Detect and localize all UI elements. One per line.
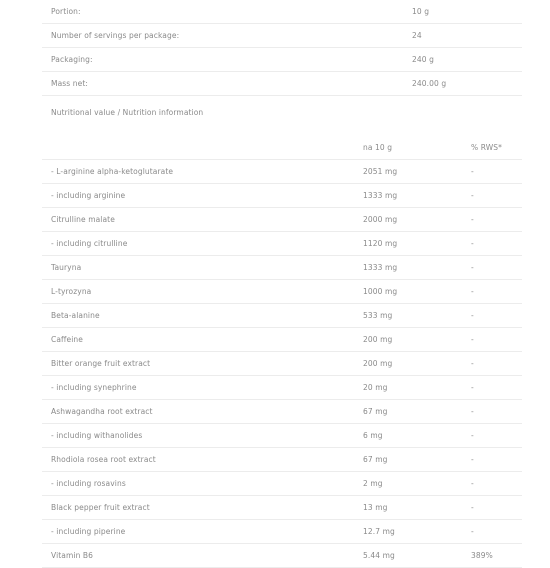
ingredient-rws: - (471, 167, 474, 176)
ingredient-rws: - (471, 335, 474, 344)
ingredient-amount: 12.7 mg (363, 527, 395, 536)
ingredient-rws: - (471, 359, 474, 368)
info-row-packaging (42, 48, 522, 72)
nutrition-section-heading (42, 96, 522, 136)
ingredient-amount: 5.44 mg (363, 551, 395, 560)
table-row (42, 352, 522, 376)
ingredient-rws: 389% (471, 551, 493, 560)
info-label: Mass net: (51, 79, 89, 88)
ingredient-amount: 20 mg (363, 383, 388, 392)
ingredient-rws: - (471, 455, 474, 464)
ingredient-amount: 2051 mg (363, 167, 398, 176)
table-row (42, 376, 522, 400)
ingredient-rws: - (471, 407, 474, 416)
ingredient-amount: 1333 mg (363, 263, 398, 272)
ingredient-amount: 67 mg (363, 455, 388, 464)
table-row (42, 232, 522, 256)
table-row (42, 304, 522, 328)
table-row (42, 496, 522, 520)
table-row (42, 184, 522, 208)
table-row (42, 400, 522, 424)
table-row (42, 544, 522, 568)
column-header-rws: % RWS* (471, 143, 502, 152)
info-value: 10 g (412, 7, 430, 16)
ingredient-name: - including withanolides (51, 431, 143, 440)
ingredient-name: - including rosavins (51, 479, 126, 488)
ingredient-name: Vitamin B6 (51, 551, 94, 560)
table-row (42, 208, 522, 232)
ingredient-name: Beta-alanine (51, 311, 100, 320)
table-row (42, 424, 522, 448)
table-row (42, 280, 522, 304)
ingredient-amount: 200 mg (363, 335, 393, 344)
info-row-mass-net (42, 72, 522, 96)
ingredient-name: Black pepper fruit extract (51, 503, 150, 512)
ingredient-rws: - (471, 383, 474, 392)
ingredient-rws: - (471, 503, 474, 512)
ingredient-rws: - (471, 479, 474, 488)
ingredient-name: Tauryna (51, 263, 82, 272)
ingredient-name: Citrulline malate (51, 215, 115, 224)
column-header-per-portion: na 10 g (363, 143, 393, 152)
ingredient-rws: - (471, 527, 474, 536)
ingredient-name: - including arginine (51, 191, 126, 200)
ingredient-name: - including citrulline (51, 239, 128, 248)
table-row (42, 160, 522, 184)
nutrition-table-body (42, 160, 522, 568)
info-label: Packaging: (51, 55, 93, 64)
info-value: 24 (412, 31, 422, 40)
ingredient-name: Caffeine (51, 335, 83, 344)
ingredient-name: Ashwagandha root extract (51, 407, 153, 416)
table-row (42, 328, 522, 352)
ingredient-rws: - (471, 239, 474, 248)
section-title: Nutritional value / Nutrition information (51, 108, 204, 117)
info-row-portion (42, 0, 522, 24)
ingredient-name: - including piperine (51, 527, 126, 536)
ingredient-rws: - (471, 287, 474, 296)
ingredient-amount: 1120 mg (363, 239, 398, 248)
ingredient-amount: 2 mg (363, 479, 383, 488)
nutrition-table-header (42, 136, 522, 160)
ingredient-name: Rhodiola rosea root extract (51, 455, 156, 464)
table-row (42, 256, 522, 280)
ingredient-rws: - (471, 215, 474, 224)
ingredient-name: L-tyrozyna (51, 287, 92, 296)
ingredient-amount: 1000 mg (363, 287, 398, 296)
info-value: 240 g (412, 55, 434, 64)
ingredient-amount: 13 mg (363, 503, 388, 512)
ingredient-rws: - (471, 191, 474, 200)
info-value: 240.00 g (412, 79, 447, 88)
ingredient-amount: 2000 mg (363, 215, 398, 224)
info-row-servings (42, 24, 522, 48)
ingredient-amount: 6 mg (363, 431, 383, 440)
ingredient-name: Bitter orange fruit extract (51, 359, 151, 368)
ingredient-amount: 533 mg (363, 311, 393, 320)
ingredient-rws: - (471, 263, 474, 272)
table-row (42, 520, 522, 544)
table-row (42, 472, 522, 496)
info-label: Portion: (51, 7, 81, 16)
ingredient-rws: - (471, 311, 474, 320)
table-row (42, 448, 522, 472)
ingredient-rws: - (471, 431, 474, 440)
ingredient-amount: 1333 mg (363, 191, 398, 200)
ingredient-amount: 67 mg (363, 407, 388, 416)
product-spec-sheet (42, 0, 522, 568)
ingredient-amount: 200 mg (363, 359, 393, 368)
info-label: Number of servings per package: (51, 31, 180, 40)
ingredient-name: - L-arginine alpha-ketoglutarate (51, 167, 174, 176)
ingredient-name: - including synephrine (51, 383, 137, 392)
